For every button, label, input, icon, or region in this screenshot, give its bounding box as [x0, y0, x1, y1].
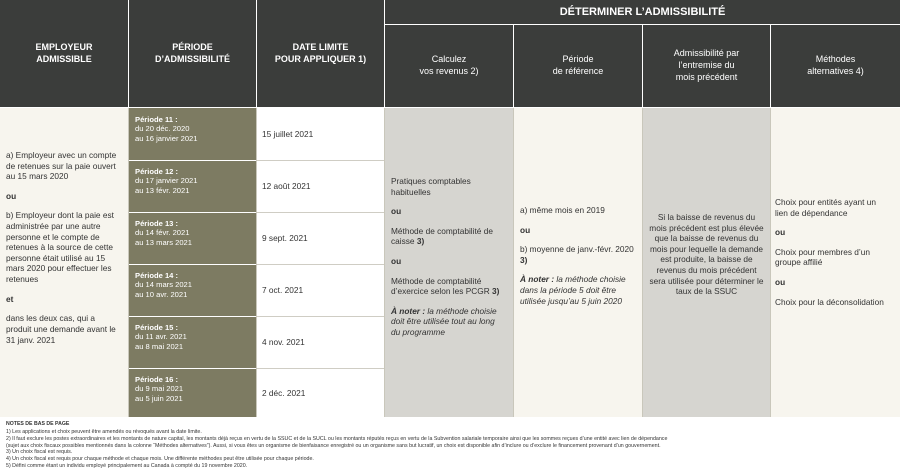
reference-option-a: a) même mois en 2019 — [520, 205, 605, 215]
employer-ou: ou — [6, 190, 17, 201]
header-previous-month-label: Admissibilité par l’entremise du mois précédent — [673, 48, 740, 82]
employer-option-a: a) Employeur avec un compte de retenues sur la paie ouvert au 15 mars 2020 — [6, 150, 117, 182]
header-revenue — [385, 25, 513, 107]
deadline-cell: 2 déc. 2021 — [262, 387, 306, 398]
employer-option-b: b) Employeur dont la paie est administrée par une autre personne et le compte de retenues à la source de cette personne était utilisé au 15 mars 2020 pour effectuer les retenues — [6, 210, 114, 285]
reference-option-b — [520, 244, 634, 265]
period-row — [129, 108, 256, 160]
revenue-accrual-text: Méthode de comptabilité d’exercice selon les PCGR — [391, 275, 490, 297]
footnote-4: 4) Un choix fiscal est requis pour chaque méthode et chaque mois. Une différente méthodes peut être utilisée pour chaque période. — [6, 456, 314, 463]
revenue-note-text: la méthode choisie doit être utilisée tout au long du programme — [391, 305, 497, 338]
employer-et: et — [6, 293, 14, 304]
period-row — [129, 264, 256, 316]
reference-note-label: À noter : — [520, 274, 555, 285]
revenue-cash-note: 3) — [414, 236, 425, 247]
header-period — [129, 0, 256, 107]
alternative-related-entities: Choix pour entités ayant un lien de dépendance — [775, 197, 877, 218]
revenue-cell — [385, 108, 513, 417]
period-row — [129, 316, 256, 368]
previous-month-cell — [643, 108, 770, 417]
footnote-5: 5) Défini comme étant un individu employé principalement au Canada à compté du 19 novembre 2020. — [6, 463, 248, 470]
alternative-affiliated-group: Choix pour membres d’un groupe affilié — [775, 246, 870, 268]
header-deadline — [257, 0, 384, 107]
header-deadline-label: DATE LIMITE POUR APPLIQUER 1) — [274, 41, 367, 64]
revenue-accrual-method — [391, 276, 505, 297]
period-end: au 13 févr. 2021 — [135, 185, 190, 195]
period-end: au 5 juin 2021 — [135, 393, 183, 403]
period-name: Période 16 : — [135, 375, 179, 384]
alternative-ou-2: ou — [775, 277, 786, 288]
alternative-ou-1: ou — [775, 227, 786, 238]
header-employer-label: EMPLOYEUR ADMISSIBLE — [35, 41, 93, 64]
deadline-cell: 4 nov. 2021 — [262, 337, 305, 347]
header-alternative-label: Méthodes alternatives 4) — [807, 54, 864, 76]
period-start: du 20 déc. 2020 — [135, 124, 190, 134]
period-start: du 17 janvier 2021 — [135, 176, 198, 186]
revenue-note — [391, 306, 505, 338]
deadline-cell: 15 juillet 2021 — [262, 129, 314, 139]
reference-ou: ou — [520, 224, 531, 235]
revenue-ou-1: ou — [391, 206, 402, 217]
reference-note-text: la méthode choisie dans la période 5 doit être utilisée jusqu’au 5 juin 2020 — [520, 274, 626, 306]
header-determine — [385, 0, 900, 24]
period-end: au 10 avr. 2021 — [135, 289, 188, 299]
footnote-1: 1) Les applications et choix peuvent être amendés ou révoqués avant la date limite. — [6, 428, 202, 435]
period-start: du 11 avr. 2021 — [135, 332, 187, 342]
revenue-accrual-note: 3) — [489, 286, 500, 297]
revenue-cash-method — [391, 226, 505, 247]
employer-condition: dans les deux cas, qui a produit une demande avant le 31 janv. 2021 — [6, 313, 116, 345]
footnotes-title: NOTES DE BAS DE PAGE — [6, 421, 70, 427]
period-end: au 13 mars 2021 — [135, 237, 192, 247]
header-revenue-label: Calculez vos revenus 2) — [419, 54, 479, 76]
header-period-label: PÉRIODE D’ADMISSIBILITÉ — [154, 41, 230, 64]
footnote-2-continued: (sujet aux choix fiscaux possibles mentionnés dans la colonne “Méthodes alternatives”). Aussi, si vous êtes un organisme de bienfaisance enregistré ou un organisme sans but lucratif, un choix est disponible afin d’inclure ou d’exclure le financement provenant d’un gouvernement. — [6, 442, 661, 449]
revenue-ou-2: ou — [391, 256, 402, 267]
reference-option-b-note: 3) — [520, 254, 528, 265]
revenue-habitual: Pratiques comptables habituelles — [391, 176, 471, 197]
employer-cell — [0, 108, 128, 417]
footnotes — [6, 421, 896, 470]
footnote-3: 3) Un choix fiscal est requis. — [6, 449, 73, 456]
period-end: au 16 janvier 2021 — [135, 133, 198, 143]
period-start: du 14 mars 2021 — [135, 280, 192, 290]
period-start: du 14 févr. 2021 — [135, 228, 190, 238]
period-name: Période 12 : — [135, 167, 179, 176]
period-start: du 9 mai 2021 — [135, 384, 184, 394]
period-row — [129, 212, 256, 264]
reference-cell — [514, 108, 642, 417]
period-name: Période 13 : — [135, 219, 179, 228]
deadline-cell: 7 oct. 2021 — [262, 285, 304, 295]
period-name: Période 11 : — [135, 115, 178, 124]
header-employer — [0, 0, 128, 107]
reference-note — [520, 274, 634, 306]
header-determine-label: DÉTERMINER L’ADMISSIBILITÉ — [559, 5, 726, 18]
period-row — [129, 368, 256, 417]
deadline-cell: 9 sept. 2021 — [262, 233, 308, 243]
period-name: Période 15 : — [135, 323, 179, 332]
footnote-2: 2) Il faut exclure les postes extraordinaires et les montants de nature capital, les montants déjà reçus en vertu de la SSUC et de la SUCL ou les montants réputés reçus en vertu de la Subvention salariale temporaire ainsi que les sommes reçues d’une entité avec lien de dépendance — [6, 435, 668, 442]
previous-month-text: Si la baisse de revenus du mois précédent est plus élevée que la baisse de revenus du mois pour lequelle la demande est produite, la baisse de revenus du mois précédent sera utilisée pour déterminer le taux de la SSUC — [649, 212, 764, 297]
alternative-deconsolidation: Choix pour la déconsolidation — [775, 296, 884, 307]
alternative-cell — [771, 108, 900, 417]
deadline-cell: 12 août 2021 — [262, 181, 311, 191]
revenue-cash-text: Méthode de comptabilité de caisse — [391, 225, 493, 247]
header-alternative — [771, 25, 900, 107]
period-row — [129, 160, 256, 212]
period-end: au 8 mai 2021 — [135, 341, 184, 351]
revenue-note-label: À noter : — [391, 305, 426, 316]
reference-option-b-text: b) moyenne de janv.-févr. 2020 — [520, 244, 634, 255]
period-name: Période 14 : — [135, 271, 179, 280]
header-reference — [514, 25, 642, 107]
header-previous-month — [643, 25, 770, 107]
header-reference-label: Période de référence — [552, 54, 604, 76]
